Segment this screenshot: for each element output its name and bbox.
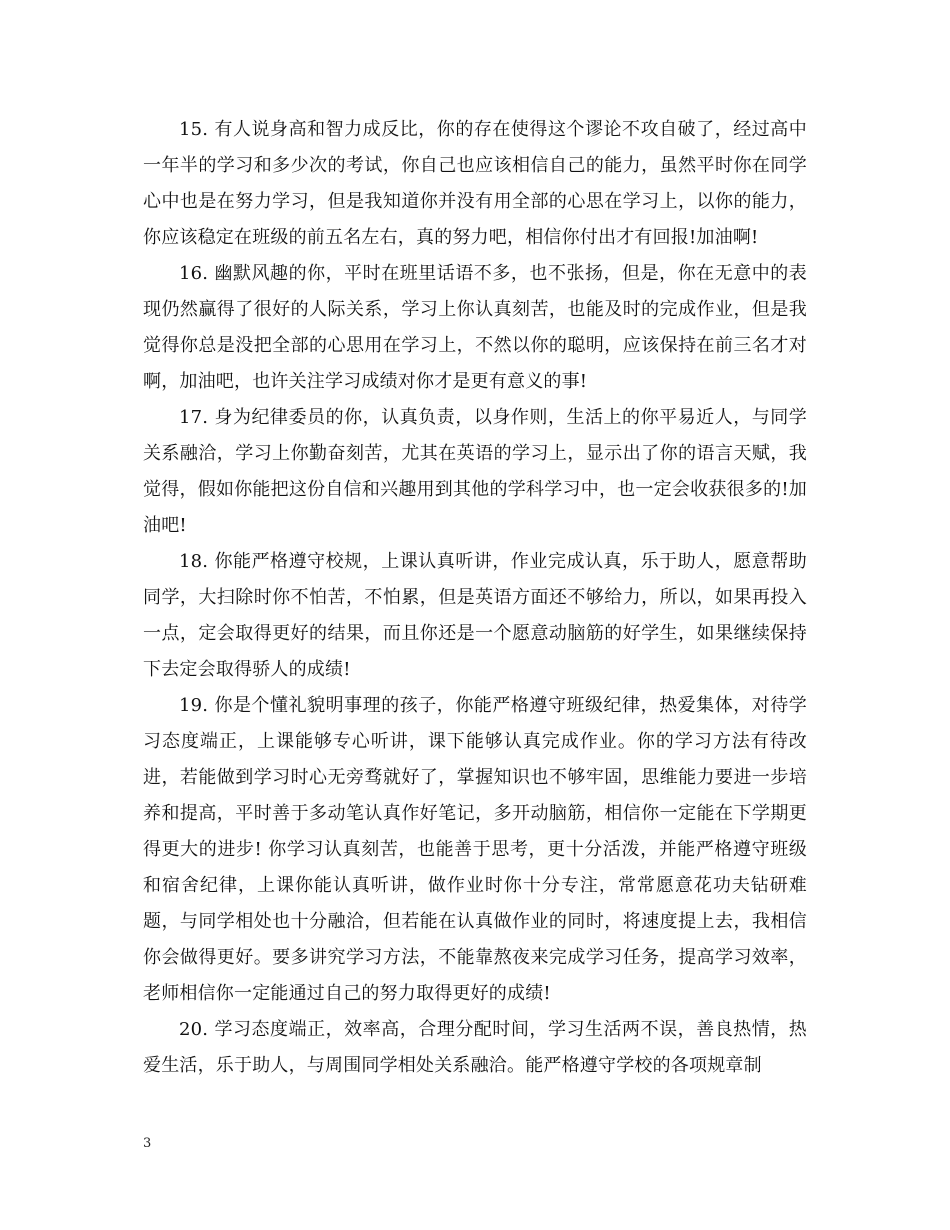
comment-paragraph-16: 16. 幽默风趣的你，平时在班里话语不多，也不张扬，但是，你在无意中的表现仍然赢得了很好的人际关系，学习上你认真刻苦，也能及时的完成作业，但是我觉得你总是没把全部的心思用在学习上，不然以你的聪明，应该保持在前三名才对啊，加油吧，也许关注学习成绩对你才是更有意义的事! <box>143 263 807 392</box>
comment-paragraph-18: 18. 你能严格遵守校规，上课认真听讲，作业完成认真，乐于助人，愿意帮助同学，大扫除时你不怕苦，不怕累，但是英语方面还不够给力，所以，如果再投入一点，定会取得更好的结果，而且你还是一个愿意动脑筋的好学生，如果继续保持下去定会取得骄人的成绩! <box>143 551 807 680</box>
comment-paragraph-17: 17. 身为纪律委员的你，认真负责，以身作则，生活上的你平易近人，与同学关系融洽，学习上你勤奋刻苦，尤其在英语的学习上，显示出了你的语言天赋，我觉得，假如你能把这份自信和兴趣用到其他的学科学习中，也一定会收获很多的!加油吧! <box>143 407 807 536</box>
comment-paragraph-20: 20. 学习态度端正，效率高，合理分配时间，学习生活两不误，善良热情，热爱生活，乐于助人，与周围同学相处关系融洽。能严格遵守学校的各项规章制 <box>143 1019 807 1076</box>
page-body <box>143 112 807 1084</box>
comment-paragraph-15: 15. 有人说身高和智力成反比，你的存在使得这个谬论不攻自破了，经过高中一年半的学习和多少次的考试，你自己也应该相信自己的能力，虽然平时你在同学心中也是在努力学习，但是我知道你并没有用全部的心思在学习上，以你的能力，你应该稳定在班级的前五名左右，真的努力吧，相信你付出才有回报!加油啊! <box>143 119 807 248</box>
comment-paragraph-19: 19. 你是个懂礼貌明事理的孩子，你能严格遵守班级纪律，热爱集体，对待学习态度端正，上课能够专心听讲，课下能够认真完成作业。你的学习方法有待改进，若能做到学习时心无旁骛就好了，掌握知识也不够牢固，思维能力要进一步培养和提高，平时善于多动笔认真作好笔记，多开动脑筋，相信你一定能在下学期更得更大的进步! 你学习认真刻苦，也能善于思考，更十分活泼，并能严格遵守班级和宿舍纪律，上课你能认真听讲，做作业时你十分专注，常常愿意花功夫钻研难题，与同学相处也十分融洽，但若能在认真做作业的同时，将速度提上去，我相信你会做得更好。要多讲究学习方法，不能靠熬夜来完成学习任务，提高学习效率，老师相信你一定能通过自己的努力取得更好的成绩! <box>143 695 807 1004</box>
page-number: 3 <box>143 1136 152 1151</box>
